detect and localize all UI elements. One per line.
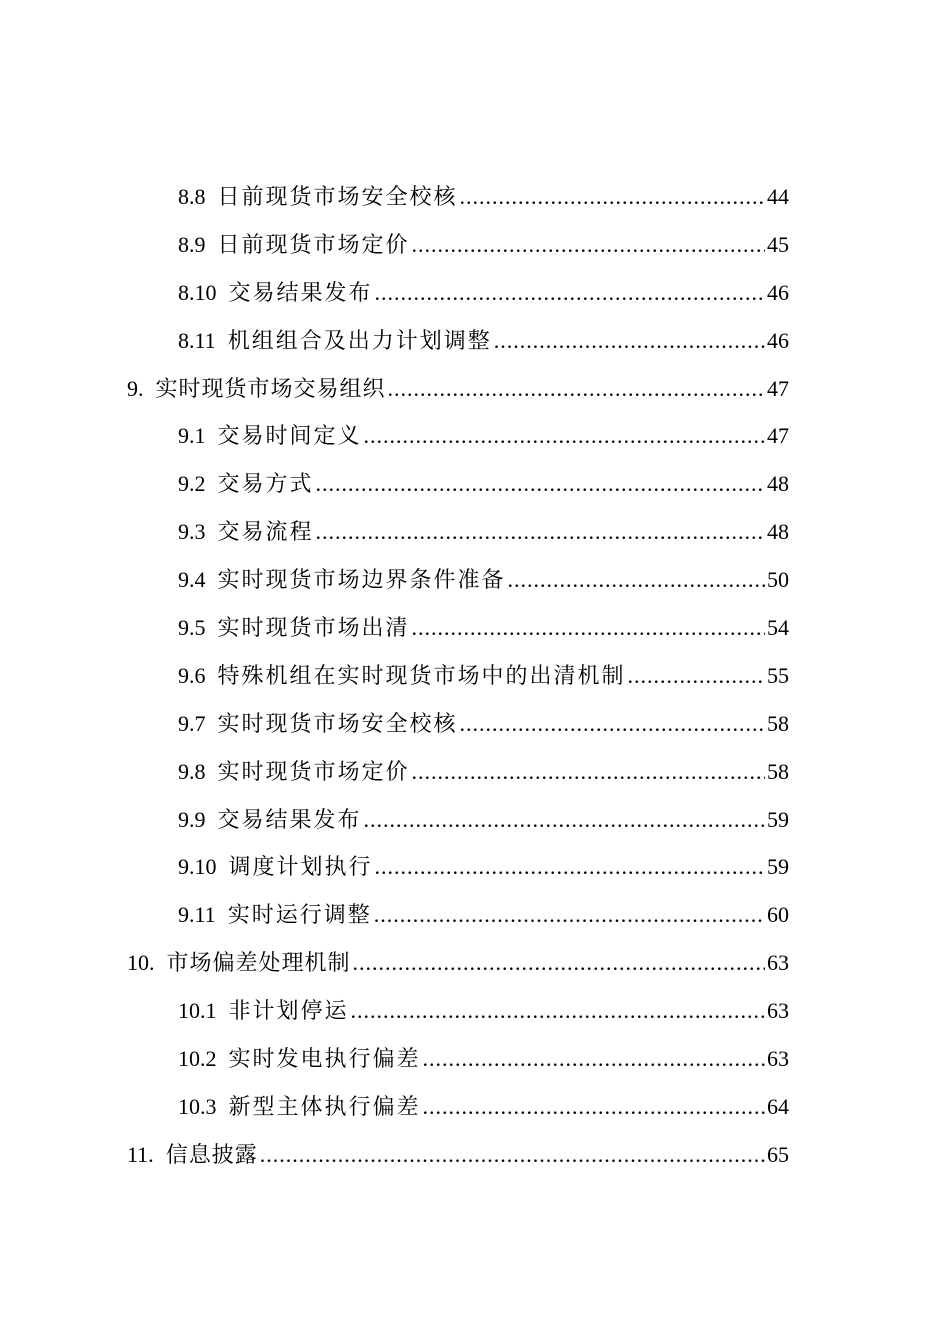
toc-entry-number: 9.10 — [178, 854, 217, 880]
toc-entry-number: 9.11 — [178, 902, 216, 928]
toc-entry-title: 交易结果发布 — [217, 807, 362, 833]
toc-entry-9-8[interactable] — [0, 748, 950, 796]
toc-entry-9-9[interactable] — [0, 796, 950, 844]
toc-entry-page: 48 — [767, 471, 789, 497]
toc-entry-number: 9. — [127, 375, 144, 401]
toc-entry-title: 实时现货市场定价 — [217, 759, 410, 785]
dot-leader — [260, 1131, 765, 1179]
toc-entry-10-2[interactable] — [0, 1035, 950, 1083]
toc-entry-page: 63 — [767, 998, 789, 1024]
toc-chapter-9[interactable] — [0, 365, 950, 413]
toc-entry-title: 新型主体执行偏差 — [228, 1094, 421, 1120]
toc-entry-number: 9.2 — [178, 471, 206, 497]
dot-leader — [375, 843, 765, 891]
toc-entry-number: 9.6 — [178, 662, 206, 688]
toc-entry-number: 10.3 — [178, 1093, 217, 1119]
dot-leader — [494, 317, 765, 365]
toc-entry-page: 58 — [767, 758, 789, 784]
toc-entry-9-2[interactable] — [0, 460, 950, 508]
toc-entry-page: 47 — [767, 423, 789, 449]
toc-entry-number: 9.7 — [178, 710, 206, 736]
toc-entry-page: 63 — [767, 1046, 789, 1072]
toc-chapter-11[interactable] — [0, 1131, 950, 1179]
toc-entry-title: 信息披露 — [165, 1142, 258, 1168]
dot-leader — [351, 987, 765, 1035]
dot-leader — [412, 748, 765, 796]
toc-entry-9-5[interactable] — [0, 604, 950, 652]
toc-entry-number: 8.9 — [178, 231, 206, 257]
toc-entry-page: 46 — [767, 327, 789, 353]
toc-entry-title: 实时运行调整 — [227, 903, 372, 929]
toc-entry-9-4[interactable] — [0, 556, 950, 604]
toc-entry-8-11[interactable] — [0, 317, 950, 365]
dot-leader — [412, 221, 765, 269]
dot-leader — [364, 412, 765, 460]
dot-leader — [628, 652, 765, 700]
toc-entry-page: 64 — [767, 1093, 789, 1119]
toc-chapter-10[interactable] — [0, 939, 950, 987]
toc-entry-number: 8.10 — [178, 279, 217, 305]
toc-entry-number: 10.2 — [178, 1046, 217, 1072]
toc-entry-number: 8.8 — [178, 184, 206, 209]
toc-entry-page: 54 — [767, 615, 789, 641]
toc-entry-page: 45 — [767, 231, 789, 257]
dot-leader — [374, 891, 765, 939]
toc-entry-title: 实时现货市场出清 — [217, 616, 410, 642]
toc-entry-page: 48 — [767, 519, 789, 545]
toc-entry-page: 65 — [767, 1141, 789, 1167]
toc-entry-number: 9.4 — [178, 567, 206, 593]
toc-entry-page: 55 — [767, 662, 789, 688]
dot-leader — [353, 939, 765, 987]
toc-entry-8-9[interactable] — [0, 221, 950, 269]
toc-entry-page: 46 — [767, 279, 789, 305]
toc-entry-title: 交易方式 — [217, 472, 314, 498]
toc-entry-title: 日前现货市场安全校核 — [217, 185, 458, 210]
toc-entry-9-11[interactable] — [0, 891, 950, 939]
dot-leader — [364, 796, 765, 844]
toc-entry-9-3[interactable] — [0, 508, 950, 556]
toc-entry-number: 9.5 — [178, 615, 206, 641]
toc-entry-title: 市场偏差处理机制 — [166, 951, 351, 977]
toc-entry-title: 实时现货市场安全校核 — [217, 711, 458, 737]
dot-leader — [460, 700, 765, 748]
toc-entry-title: 实时现货市场边界条件准备 — [217, 568, 506, 594]
toc-entry-title: 特殊机组在实时现货市场中的出清机制 — [217, 663, 626, 689]
dot-leader — [316, 508, 765, 556]
dot-leader — [412, 604, 765, 652]
dot-leader — [423, 1083, 765, 1131]
toc-entry-page: 59 — [767, 854, 789, 880]
toc-entry-8-10[interactable] — [0, 269, 950, 317]
toc-entry-9-7[interactable] — [0, 700, 950, 748]
dot-leader — [508, 556, 765, 604]
toc-entry-page: 44 — [767, 184, 789, 209]
toc-entry-number: 11. — [127, 1141, 154, 1167]
toc-entry-page: 59 — [767, 806, 789, 832]
toc-entry-number: 10. — [127, 950, 155, 976]
dot-leader — [388, 365, 765, 413]
toc-entry-9-6[interactable] — [0, 652, 950, 700]
toc-entry-9-1[interactable] — [0, 412, 950, 460]
toc-entry-number: 9.3 — [178, 519, 206, 545]
toc-entry-title: 交易结果发布 — [228, 280, 373, 306]
toc-entry-9-10[interactable] — [0, 843, 950, 891]
toc-entry-page: 63 — [767, 950, 789, 976]
toc-entry-10-3[interactable] — [0, 1083, 950, 1131]
toc-entry-title: 日前现货市场定价 — [217, 232, 410, 258]
toc-entry-number: 9.8 — [178, 758, 206, 784]
toc-entry-title: 实时发电执行偏差 — [228, 1047, 421, 1073]
toc-entry-number: 9.1 — [178, 423, 206, 449]
dot-leader — [423, 1035, 765, 1083]
toc-entry-title: 实时现货市场交易组织 — [155, 376, 386, 402]
toc-entry-page: 58 — [767, 710, 789, 736]
table-of-contents — [0, 173, 950, 1179]
toc-entry-title: 交易时间定义 — [217, 424, 362, 450]
dot-leader — [460, 173, 765, 221]
toc-entry-number: 9.9 — [178, 806, 206, 832]
toc-entry-title: 调度计划执行 — [228, 855, 373, 881]
toc-entry-10-1[interactable] — [0, 987, 950, 1035]
toc-entry-8-8[interactable] — [0, 173, 950, 221]
dot-leader — [316, 460, 765, 508]
toc-entry-title: 交易流程 — [217, 520, 314, 546]
toc-entry-page: 60 — [767, 902, 789, 928]
toc-entry-number: 10.1 — [178, 998, 217, 1024]
toc-entry-number: 8.11 — [178, 327, 216, 353]
toc-entry-title: 机组组合及出力计划调整 — [227, 328, 492, 354]
toc-entry-title: 非计划停运 — [228, 999, 349, 1025]
dot-leader — [375, 269, 765, 317]
toc-entry-page: 50 — [767, 567, 789, 593]
toc-entry-page: 47 — [767, 375, 789, 401]
